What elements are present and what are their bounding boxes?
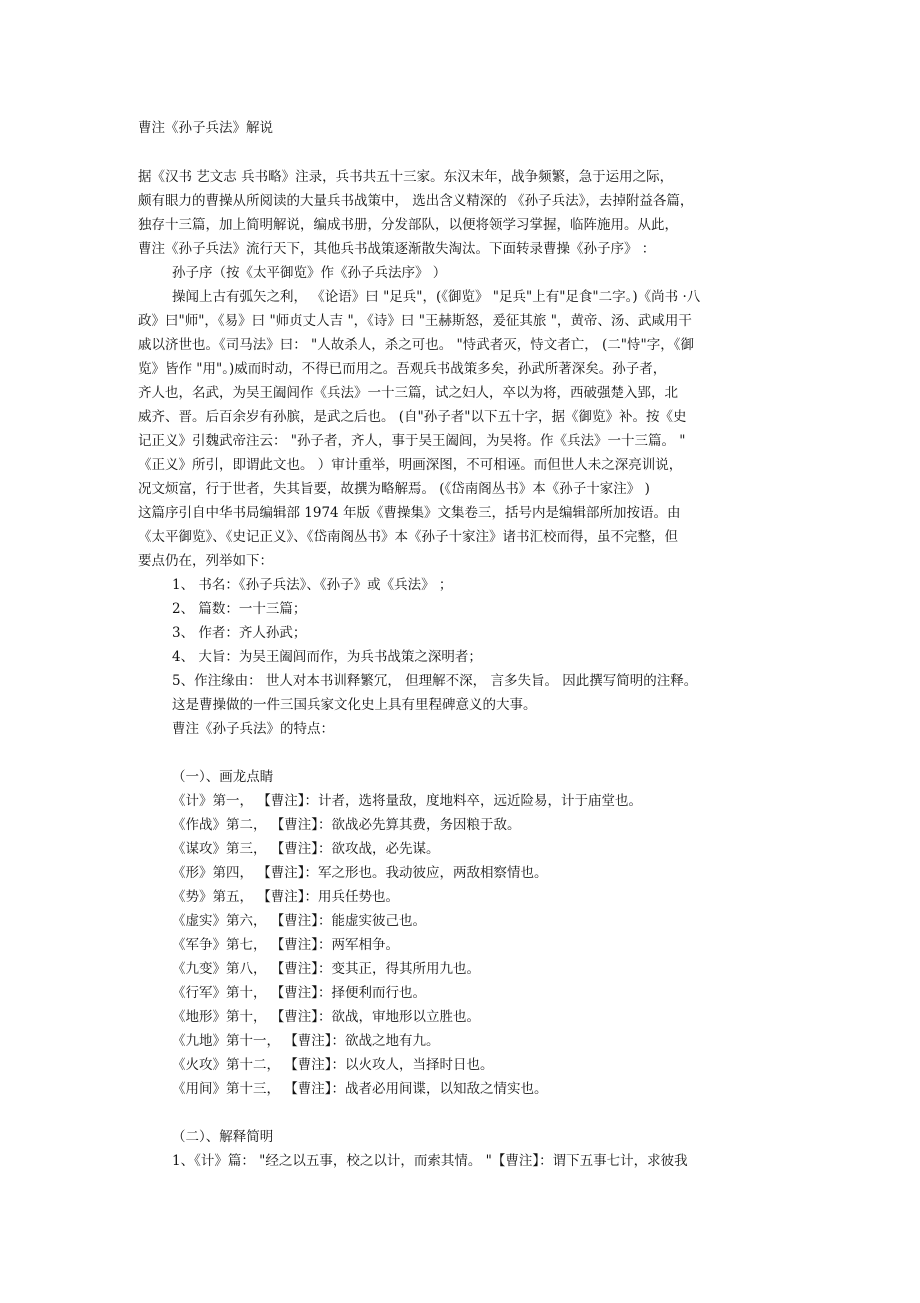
section1-item: 《作战》第二， 【曹注】：欲战必先算其费，务因粮于敌。 — [172, 817, 521, 833]
intro-line: 曹注《孙子兵法》流行天下，其他兵书战策逐渐散失淘汰。下面转录曹操《孙子序》 ： — [138, 241, 656, 257]
intro-line: 颇有眼力的曹操从所阅读的大量兵书战策中， 选出含义精深的 《孙子兵法》，去掉附益各篇， — [138, 193, 694, 209]
source-note-line: 这篇序引自中华书局编辑部 1974 年版《曹操集》文集卷三，括号内是编辑部所加按语。由 — [138, 505, 681, 521]
preface-line: 览》皆作 "用"。)威而时动，不得已而用之。吾观兵书战策多矣，孙武所著深矣。孙子者， — [138, 361, 667, 377]
preface-line: 操闻上古有弧矢之利， 《论语》曰 "足兵"，(《御览》 "足兵"上有"足食"二字。)《尚书 ·八 — [172, 289, 701, 305]
significance-line: 这是曹操做的一件三国兵家文化史上具有里程碑意义的大事。 — [172, 697, 537, 713]
section1-item: 《地形》第十， 【曹注】：欲战，审地形以立胜也。 — [172, 1009, 481, 1025]
section1-item: 《火攻》第十二， 【曹注】：以火攻人，当择时日也。 — [172, 1057, 494, 1073]
preface-line: 戚以济世也。《司马法》曰： "人故杀人，杀之可也。 "恃武者灭，恃文者亡， (二"恃"字，《御 — [138, 337, 694, 353]
intro-line: 据《汉书 艺文志 兵书略》注录，兵书共五十三家。东汉末年，战争频繁，急于运用之际， — [138, 169, 674, 185]
preface-line: 况文烦富，行于世者，失其旨要，故撰为略解焉。 (《岱南阁丛书》本《孙子十家注》 ) — [138, 481, 650, 497]
section1-item: 《计》第一， 【曹注】：计者，选将量敌，度地料卒，远近险易，计于庙堂也。 — [172, 793, 643, 809]
document-title: 曹注《孙子兵法》解说 — [138, 120, 273, 136]
section1-item: 《谋攻》第三， 【曹注】：欲攻战，必先谋。 — [172, 841, 440, 857]
point-item: 5、作注缘由： 世人对本书训释繁冗， 但理解不深， 言多失旨。 因此撰写简明的注释。 — [172, 673, 698, 689]
section2-heading: （二）、解释简明 — [172, 1129, 274, 1145]
source-note-line: 《太平御览》、《史记正义》、《岱南阁丛书》本《孙子十家注》诸书汇校而得，虽不完整，但 — [138, 529, 678, 545]
section1-item: 《用间》第十三， 【曹注】：战者必用间谍，以知敌之情实也。 — [172, 1081, 548, 1097]
section1-item: 《九地》第十一， 【曹注】：欲战之地有九。 — [172, 1033, 440, 1049]
section1-item: 《九变》第八， 【曹注】：变其正，得其所用九也。 — [172, 961, 481, 977]
preface-line: 记正义》引魏武帝注云： "孙子者，齐人，事于吴王阖闾，为吴将。作《兵法》一十三篇。 " — [138, 433, 686, 449]
intro-line: 独存十三篇，加上简明解说，编成书册，分发部队，以便将领学习掌握，临阵施用。从此， — [138, 217, 678, 233]
point-item: 4、 大旨：为吴王阖闾而作，为兵书战策之深明者； — [172, 649, 482, 665]
section2-line: 1、《计》篇： "经之以五事，校之以计，而索其情。 "【曹注】：谓下五事七计，求彼我 — [172, 1153, 688, 1169]
preface-line: 威齐、晋。后百余岁有孙膑，是武之后也。 (自"孙子者"以下五十字，据《御览》补。按《史 — [138, 409, 687, 425]
point-item: 1、 书名：《孙子兵法》、《孙子》或《兵法》 ； — [172, 577, 453, 593]
section1-item: 《行军》第十， 【曹注】：择便利而行也。 — [172, 985, 427, 1001]
section1-item: 《势》第五， 【曹注】：用兵任势也。 — [172, 889, 400, 905]
section1-item: 《虚实》第六， 【曹注】：能虚实彼己也。 — [172, 913, 427, 929]
preface-heading: 孙子序（按《太平御览》作《孙子兵法序》 ） — [172, 265, 447, 281]
preface-line: 齐人也，名武，为吴王阖闾作《兵法》一十三篇，试之妇人，卒以为将，西破强楚入郢，北 — [138, 385, 678, 401]
features-heading: 曹注《孙子兵法》的特点： — [172, 721, 334, 737]
preface-line: 政》曰"师"，《易》曰 "师贞丈人吉 "，《诗》曰 "王赫斯怒，爰征其旅 "，黄帝、汤、武咸用干 — [138, 313, 692, 329]
point-item: 3、 作者：齐人孙武； — [172, 625, 307, 641]
point-item: 2、 篇数：一十三篇； — [172, 601, 307, 617]
section1-item: 《形》第四， 【曹注】：军之形也。我动彼应，两敌相察情也。 — [172, 865, 548, 881]
section1-heading: （一）、画龙点睛 — [172, 769, 274, 785]
preface-line: 《正义》所引，即谓此文也。 ）审计重举，明画深图，不可相诬。而但世人未之深亮训说， — [138, 457, 683, 473]
section1-item: 《军争》第七， 【曹注】：两军相争。 — [172, 937, 400, 953]
source-note-line: 要点仍在，列举如下： — [138, 553, 273, 569]
